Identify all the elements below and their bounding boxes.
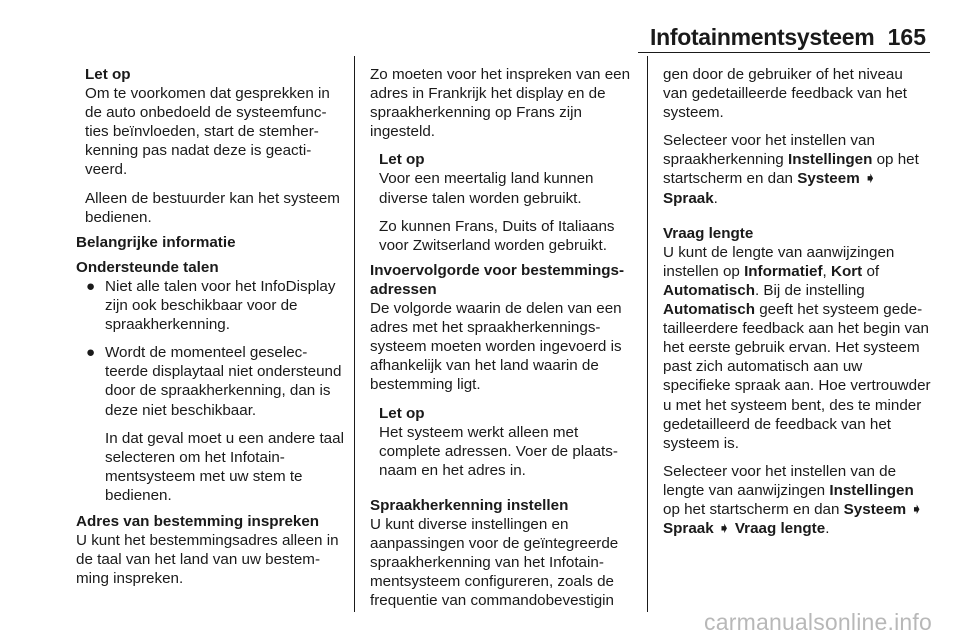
note-text: Het systeem werkt alleen met complete adressen. Voer de plaatsnaam en het adres in. xyxy=(379,423,618,479)
menu-label-systeem: Systeem xyxy=(843,500,907,518)
text: . Bij de instelling xyxy=(754,281,865,299)
text: of xyxy=(862,262,880,280)
note-text: Alleen de bestuurder kan het systeem bedienen. xyxy=(85,189,340,226)
column-divider xyxy=(647,56,648,612)
option-label-kort: Kort xyxy=(831,262,863,280)
body-paragraph: Zo moeten voor het inspreken van een adres in Frankrijk het display en de spraakherkenning op Frans zijn ingesteld. xyxy=(370,66,631,141)
page-number: 165 xyxy=(887,24,926,50)
body-paragraph: De volgorde waarin de delen van een adres met het spraakherkenningssysteem moeten worden ingevoerd is afhankelijk van het land waarin de bestemming ligt. xyxy=(370,300,622,394)
column-divider xyxy=(354,56,355,612)
note-box xyxy=(76,65,344,227)
menu-label-instellingen: Instellingen xyxy=(829,481,914,499)
section-heading: Ondersteunde talen xyxy=(76,258,219,276)
list-item xyxy=(76,343,344,505)
section-heading: Vraag lengte xyxy=(663,224,754,242)
note-box xyxy=(370,404,638,480)
body-paragraph xyxy=(663,131,931,207)
column-2 xyxy=(370,65,638,619)
body-paragraph: gen door de gebruiker of het niveau van gedetailleerde feedback van het systeem. xyxy=(663,66,908,122)
option-label-informatief: Informatief xyxy=(744,262,823,280)
note-text: Om te voorkomen dat gesprekken in de auto onbedoeld de systeemfuncties beïnvloeden, start de stemherkenning pas nadat deze is geactiveerd. xyxy=(85,85,330,179)
body-paragraph: U kunt het bestemmingsadres alleen in de taal van het land van uw bestemming inspreken. xyxy=(76,532,339,588)
menu-label-instellingen: Instellingen xyxy=(787,151,873,169)
text: . xyxy=(713,189,718,207)
menu-label-vraag-lengte: Vraag lengte xyxy=(734,520,826,538)
body-paragraph: U kunt diverse instellingen en aanpassingen voor de geïntegreerde spraakherkenning van het Infotainmentsysteem configureren, zoals de frequentie van commandobevestigin xyxy=(370,515,619,610)
menu-label-spraak: Spraak xyxy=(663,189,714,207)
text: op het startscherm en dan xyxy=(663,500,844,518)
note-title: Let op xyxy=(379,404,425,422)
bullet-list xyxy=(76,277,344,505)
note-title: Let op xyxy=(85,66,131,83)
menu-label-systeem: Systeem xyxy=(797,170,860,188)
text: geeft het systeem gedetailleerdere feedback aan het begin van het eerste gebruik ervan. Het systeem past zich automatisch aan uw specifieke spraak aan. Hoe vertrouwder u met het systeem bent, des te minder gedetailleerd de feedback van het systeem is. xyxy=(663,301,931,452)
body-paragraph xyxy=(663,243,931,453)
list-item-text: Niet alle talen voor het InfoDisplay zijn ook beschikbaar voor de spraakherkenning. xyxy=(105,277,336,334)
bullet-icon: ● xyxy=(86,344,96,362)
note-title: Let op xyxy=(379,151,425,169)
list-item xyxy=(76,277,344,334)
header-rule xyxy=(638,52,930,53)
page-header-title: Infotainmentsysteem xyxy=(650,24,875,50)
note-box xyxy=(370,150,638,254)
column-1 xyxy=(76,65,344,597)
body-paragraph xyxy=(663,462,931,538)
section-heading: Belangrijke informatie xyxy=(76,233,236,251)
text: Selecteer voor het instellen van de lengte van aanwijzingen xyxy=(663,462,897,499)
list-item-text: Wordt de momenteel geselecteerde displaytaal niet ondersteund door de spraakherkenning, dan is deze niet beschikbaar. xyxy=(105,344,342,419)
menu-label-spraak: Spraak xyxy=(663,520,714,538)
text: . xyxy=(825,520,830,538)
section-heading: Adres van bestemming inspreken xyxy=(76,512,320,530)
bullet-icon: ● xyxy=(86,277,96,295)
text: Selecteer voor het instellen van spraakherkenning xyxy=(663,132,875,169)
text: U kunt de lengte van aanwijzingen instellen op xyxy=(663,243,895,280)
arrow-icon: ➧ xyxy=(717,520,731,538)
section-heading: Spraakherkenning instellen xyxy=(370,496,569,514)
note-text: Zo kunnen Frans, Duits of Italiaans voor Zwitserland worden gebruikt. xyxy=(379,217,615,254)
text: op het startscherm en dan xyxy=(663,151,919,188)
option-label-automatisch: Automatisch xyxy=(663,281,755,299)
list-item-text: In dat geval moet u een andere taal selecteren om het Infotainmentsysteem met uw stem te bedienen. xyxy=(105,429,344,504)
column-3 xyxy=(663,65,931,547)
option-label-automatisch: Automatisch xyxy=(663,301,755,319)
section-heading: Invoervolgorde voor bestemmingsadressen xyxy=(370,261,625,298)
arrow-icon: ➧ xyxy=(910,500,924,518)
arrow-icon: ➧ xyxy=(863,170,877,188)
text: , xyxy=(822,262,831,280)
note-text: Voor een meertalig land kunnen diverse talen worden gebruikt. xyxy=(379,170,594,207)
watermark: carmanualsonline.info xyxy=(704,609,932,635)
